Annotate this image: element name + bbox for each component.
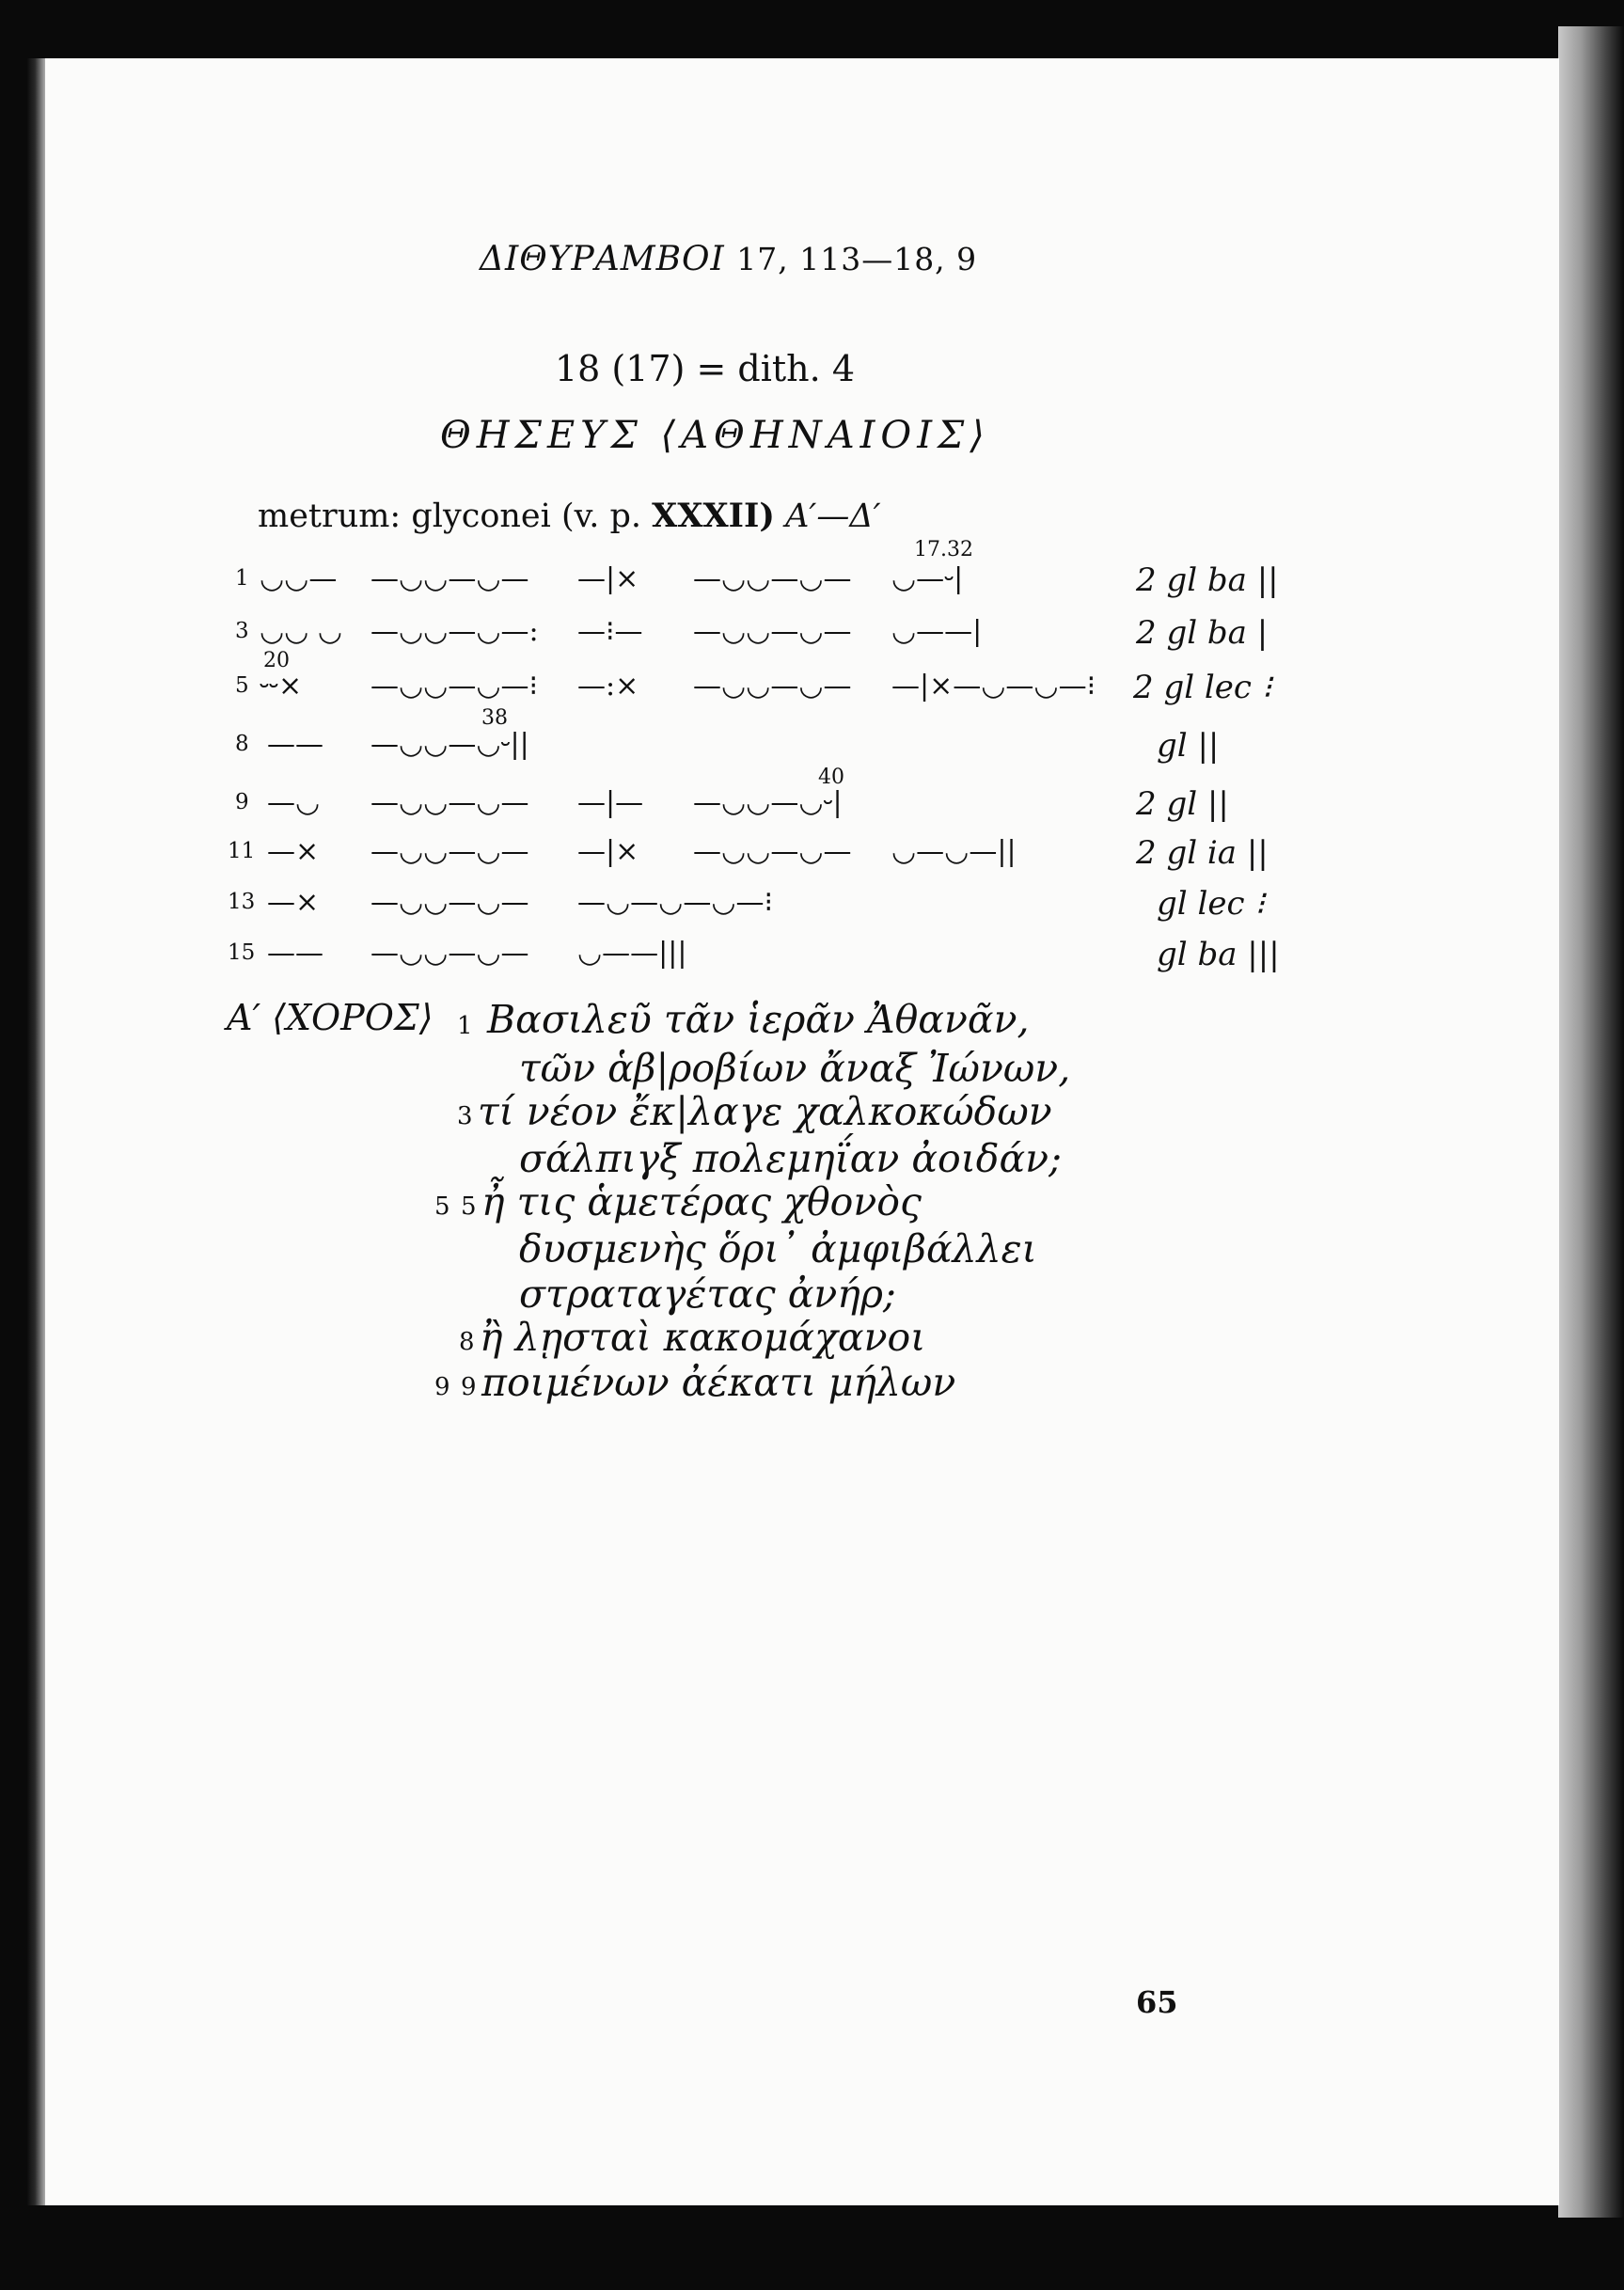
scheme-label: gl lec ⁝	[1157, 885, 1266, 923]
scheme-label: gl ||	[1157, 727, 1220, 765]
verse-line: Βασιλεῦ τᾶν ἱερᾶν Ἀθανᾶν,	[487, 997, 1030, 1042]
scheme-prefix: —×	[267, 835, 320, 868]
scheme-label: 2 gl ba ||	[1136, 561, 1279, 599]
scheme-label: gl ba |||	[1157, 936, 1280, 973]
scheme-segment: —⁝—	[577, 615, 643, 648]
scheme-segment: —|—	[577, 786, 644, 819]
strophe-label: Α′ ⟨ΧΟΡΟΣ⟩	[227, 997, 434, 1038]
verse-line: δυσμενὴς ὅρι᾽ ἀμφιβάλλει	[519, 1226, 1037, 1271]
verse-inner-number: 5	[461, 1192, 477, 1221]
scheme-line-number: 1	[235, 566, 249, 591]
scheme-prefix: —×	[267, 886, 320, 919]
scheme-segment: —◡◡—◡—	[371, 886, 529, 919]
verse-line: στραταγέτας ἀνήρ;	[519, 1271, 896, 1317]
scheme-above-number: 40	[818, 766, 844, 789]
metrum-strophes: Α′—Δ′	[785, 497, 881, 535]
scheme-segment: —◡◡—◡—	[371, 835, 529, 868]
running-head-title: ΔΙΘΥΡΑΜΒΟΙ	[480, 240, 725, 278]
scheme-segment: —|×—◡—◡—⁝	[891, 670, 1096, 703]
scheme-above-number: 17.32	[914, 538, 973, 561]
verse-line: ἦ τις ἁμετέρας χθονὸς	[481, 1179, 922, 1224]
verse-inner-number: 9	[461, 1373, 477, 1401]
verse-line: ἢ λῃσταὶ κακομάχανοι	[480, 1315, 926, 1360]
scheme-segment: —:×	[577, 670, 639, 703]
scheme-prefix: ◡◡ ◡	[260, 615, 343, 648]
verse-outer-number: 9	[434, 1373, 450, 1401]
scheme-segment: —|×	[577, 835, 639, 868]
scheme-line-number: 13	[228, 890, 256, 914]
verse-line: τί νέον ἔκ|λαγε χαλκοκώδων	[478, 1089, 1052, 1134]
scheme-segment: —◡◡—◡—	[693, 670, 852, 703]
verse-inner-number: 8	[459, 1328, 475, 1356]
verse-outer-number: 5	[434, 1192, 450, 1221]
scheme-label: 2 gl ba |	[1136, 614, 1269, 652]
verse-inner-number: 3	[457, 1102, 473, 1130]
scheme-segment: —◡◡—◡—	[693, 835, 852, 868]
page-edge-shadow	[1558, 26, 1624, 2218]
scheme-above-number: 20	[263, 649, 290, 672]
scheme-segment: —◡◡—◡⏑|	[693, 786, 843, 819]
scheme-line-number: 11	[228, 839, 256, 863]
scheme-segment: ◡——|	[891, 615, 983, 648]
scheme-label: 2 gl lec ⁝	[1133, 669, 1272, 706]
page-number: 65	[1136, 1984, 1178, 2020]
scheme-segment: ◡—◡—||	[891, 835, 1017, 868]
poem-title: 18 (17) = dith. 4	[555, 348, 855, 389]
scheme-label: 2 gl ia ||	[1136, 834, 1269, 872]
scheme-segment: —◡—◡—◡—⁝	[577, 886, 774, 919]
scheme-segment: —◡◡—◡⏑||	[371, 728, 529, 761]
scheme-segment: ◡——|||	[577, 937, 687, 970]
scheme-prefix: ⏑⏑×	[260, 670, 303, 703]
running-head-range: 17, 113—18, 9	[736, 241, 978, 277]
scheme-segment: —◡◡—◡—	[693, 562, 852, 595]
scheme-line-number: 15	[228, 940, 256, 965]
scheme-segment: —◡◡—◡—	[371, 786, 529, 819]
scheme-segment: ◡—⏑|	[891, 562, 964, 595]
scheme-segment: —◡◡—◡—	[371, 562, 529, 595]
scheme-segment: —◡◡—◡—	[693, 615, 852, 648]
scheme-above-number: 38	[481, 706, 508, 730]
metrum-ref: XXXII)	[652, 497, 775, 535]
scheme-prefix: ◡◡—	[260, 562, 338, 595]
scheme-label: 2 gl ||	[1136, 785, 1229, 823]
verse-inner-number: 1	[457, 1012, 473, 1040]
verse-line: ποιμένων ἀέκατι μήλων	[481, 1360, 956, 1405]
verse-line: τῶν ἁβ|ροβίων ἄναξ Ἰώνων,	[519, 1046, 1071, 1091]
scheme-line-number: 8	[235, 732, 249, 756]
scheme-segment: —◡◡—◡—:	[371, 615, 539, 648]
scheme-line-number: 9	[235, 790, 249, 814]
scheme-line-number: 5	[235, 673, 249, 698]
scheme-prefix: —◡	[267, 786, 321, 819]
scheme-segment: —|×	[577, 562, 639, 595]
metrum-line	[258, 497, 881, 535]
poem-subtitle: ΘΗΣΕΥΣ ⟨ΑΘΗΝΑΙΟΙΣ⟩	[440, 414, 990, 457]
scheme-line-number: 3	[235, 619, 249, 643]
scheme-prefix: ——	[267, 728, 323, 761]
scheme-prefix: ——	[267, 937, 323, 970]
running-head	[480, 240, 977, 278]
metrum-text: metrum: glyconei (v. p.	[258, 497, 642, 535]
scheme-segment: —◡◡—◡—	[371, 937, 529, 970]
scheme-segment: —◡◡—◡—⁝	[371, 670, 539, 703]
verse-line: σάλπιγξ πολεμηΐαν ἀοιδάν;	[519, 1136, 1062, 1181]
